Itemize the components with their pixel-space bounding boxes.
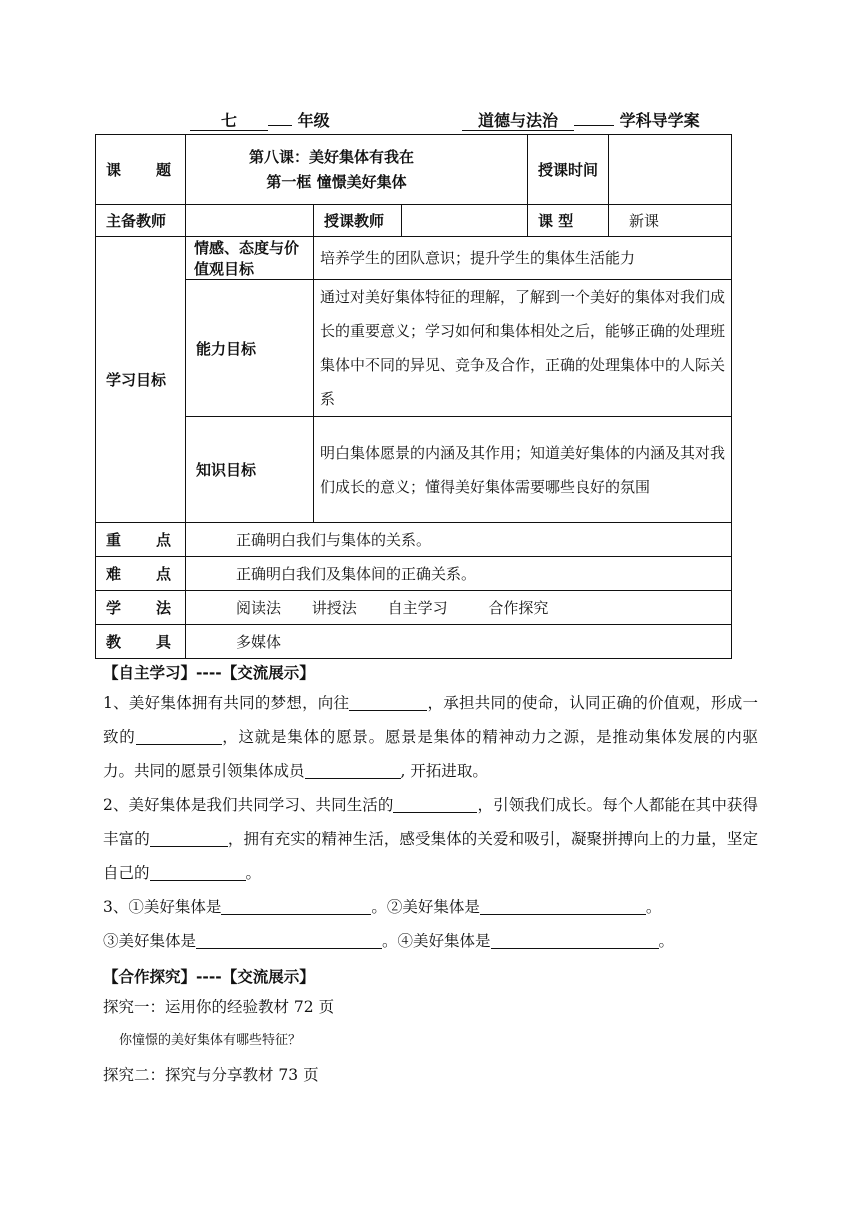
method-label: 学 法: [96, 591, 186, 625]
emotion-goal-label: 情感、态度与价值观目标: [186, 237, 314, 280]
blank-field[interactable]: [305, 760, 401, 779]
method-item: 合作探究: [488, 599, 549, 617]
class-type-value: 新课: [609, 205, 732, 237]
grade-value: 七: [190, 112, 268, 131]
blank-field[interactable]: [480, 896, 646, 915]
cooperative-heading: 【合作探究】----【交流展示】: [103, 968, 315, 986]
class-time-label: 授课时间: [528, 135, 609, 205]
knowledge-goal-text: 明白集体愿景的内涵及其作用；知道美好集体的内涵及其对我们成长的意义；懂得美好集体需要哪些良好的氛围: [314, 417, 732, 523]
explore-2: 探究二：探究与分享教材 73 页: [103, 1066, 319, 1084]
learning-goals-label: 学习目标: [96, 237, 186, 523]
question-3-cont: ③美好集体是 。④美好集体是 。: [103, 932, 675, 950]
method-item: 自主学习: [387, 599, 448, 617]
explore-1: 探究一：运用你的经验教材 72 页: [103, 998, 335, 1016]
tools-text: 多媒体: [186, 625, 732, 659]
topic-cell: [186, 135, 528, 205]
blank-field[interactable]: [349, 692, 427, 711]
blank-field[interactable]: [221, 896, 371, 915]
explore-1-question: 你憧憬的美好集体有哪些特征？: [119, 1033, 302, 1048]
emotion-goal-text: 培养学生的团队意识；提升学生的集体生活能力: [314, 237, 732, 280]
lesson-info-table: [95, 134, 732, 659]
blank-field[interactable]: [136, 726, 222, 745]
teacher-value: [402, 205, 528, 237]
topic-label-cell: 课 题: [96, 135, 186, 205]
lead-teacher-label: 主备教师: [96, 205, 186, 237]
question-1: 1、美好集体拥有共同的梦想，向往 ，承担共同的使命，认同正确的价值观，形成一致的 ，这就是集体的愿景。愿景是集体的精神动力之源，是推动集体发展的内驱力。共同的愿景引领集体成员 , 开拓进取。: [103, 694, 758, 780]
worksheet-body: [103, 660, 758, 1092]
lesson-title: 第八课：美好集体有我在: [248, 147, 414, 166]
class-time-value: [609, 135, 732, 205]
blank-field[interactable]: [491, 930, 659, 949]
class-type-label: 课 型: [528, 205, 609, 237]
method-item: 讲授法: [311, 599, 357, 617]
question-2: 2、美好集体是我们共同学习、共同生活的 ，引领我们成长。每个人都能在其中获得丰富的 ，拥有充实的精神生活，感受集体的关爱和吸引，凝聚拼搏向上的力量，坚定自己的 。: [103, 796, 758, 882]
knowledge-goal-label: 知识目标: [186, 417, 314, 523]
key-point-text: 正确明白我们与集体的关系。: [186, 523, 732, 557]
blank-field[interactable]: [150, 862, 246, 881]
teacher-label: 授课教师: [314, 205, 402, 237]
grade-label: 年级: [297, 111, 330, 130]
difficulty-label: 难 点: [96, 557, 186, 591]
self-study-heading: 【自主学习】----【交流展示】: [103, 664, 315, 682]
tools-label: 教 具: [96, 625, 186, 659]
ability-goal-label: 能力目标: [186, 280, 314, 417]
grade-line: [190, 108, 330, 131]
blank-field[interactable]: [150, 828, 228, 847]
subject-line: [462, 108, 700, 131]
doc-type: 学科导学案: [619, 111, 700, 130]
blank-field[interactable]: [393, 794, 477, 813]
blank-field[interactable]: [196, 930, 382, 949]
section-title: 第一框 憧憬美好集体: [266, 172, 407, 191]
header: [0, 108, 860, 132]
difficulty-text: 正确明白我们及集体间的正确关系。: [186, 557, 732, 591]
subject-value: 道德与法治: [462, 112, 574, 131]
question-3: 3、①美好集体是 。②美好集体是 。: [103, 898, 662, 916]
ability-goal-text: 通过对美好集体特征的理解，了解到一个美好的集体对我们成长的重要意义；学习如何和集体相处之后，能够正确的处理班集体中不同的异见、竞争及合作，正确的处理集体中的人际关系: [314, 280, 732, 417]
key-point-label: 重 点: [96, 523, 186, 557]
method-list: [186, 591, 732, 625]
lead-teacher-value: [186, 205, 314, 237]
method-item: 阅读法: [236, 599, 282, 617]
